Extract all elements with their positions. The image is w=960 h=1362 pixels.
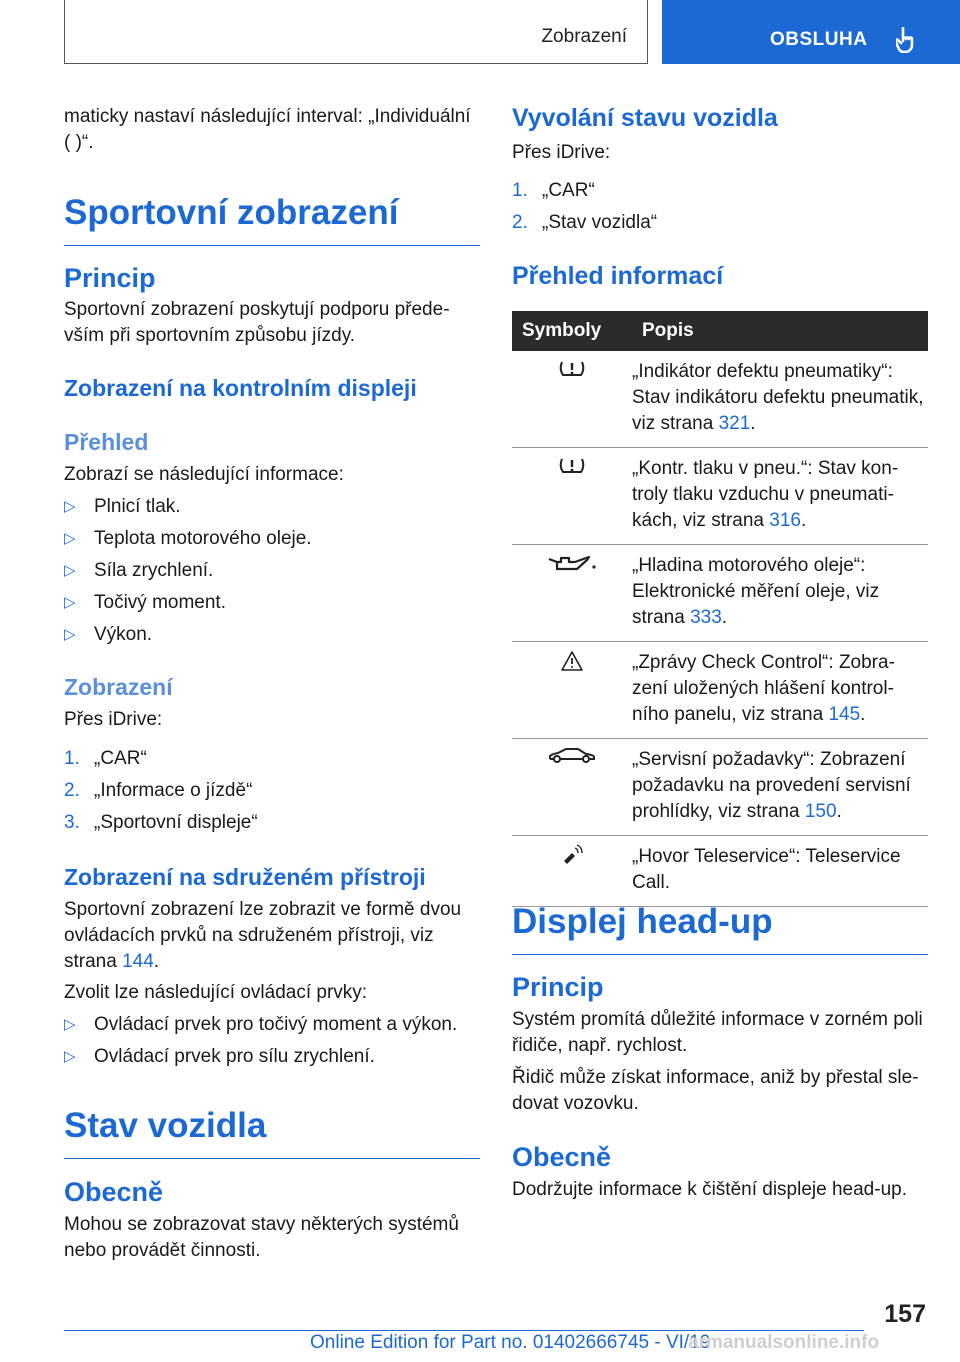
info-table bbox=[512, 311, 928, 907]
row-description: „Indikátor defektu pneumatiky“: Stav indikátoru defektu pneumatik, viz strana 321. bbox=[632, 351, 928, 448]
obecne-text: Mohou se zobrazovat stavy některých systémů nebo provádět činnosti. bbox=[64, 1214, 459, 1261]
heading-prehled: Přehled bbox=[64, 429, 149, 455]
list-item: ▷ Ovládací prvek pro točivý moment a výkon. bbox=[64, 1012, 480, 1038]
row-description: „Hovor Teleservice“: Teleservice Call. bbox=[632, 836, 928, 907]
heading-sdruzeny-pristroj: Zobrazení na sdruženém přístroji bbox=[64, 864, 426, 890]
list-item: ▷ Teplota motorového oleje. bbox=[64, 526, 480, 552]
footer-edition: Online Edition for Part no. 01402666745 - VI/19 bbox=[310, 1332, 711, 1353]
prehled-list bbox=[64, 494, 480, 648]
header-chapter-label: OBSLUHA bbox=[770, 29, 868, 50]
row-description: „Zprávy Check Control“: Zobrazení uložených hlášení kontrolního panelu, viz strana 145. bbox=[632, 642, 928, 739]
page-link[interactable]: 144 bbox=[122, 951, 154, 972]
table-row bbox=[512, 545, 928, 642]
vyvolani-text: Přes iDrive: bbox=[512, 142, 611, 163]
sdruzeny-text: Sportovní zobrazení lze zobrazit ve formě dvou ovládacích prvků na sdruženém přístroji, viz strana 144. bbox=[64, 899, 462, 972]
list-item: 3. „Sportovní displeje“ bbox=[64, 812, 258, 833]
header-section-title: Zobrazení bbox=[541, 26, 627, 47]
heading-princip: Princip bbox=[64, 263, 156, 293]
heading-kontrolni-displej: Zobrazení na kontrolním displeji bbox=[64, 375, 417, 401]
zobrazeni-steps bbox=[64, 746, 480, 836]
heading-prehled-informaci: Přehled informací bbox=[512, 262, 724, 290]
triangle-bullet-icon: ▷ bbox=[64, 1016, 76, 1033]
heading-zobrazeni: Zobrazení bbox=[64, 674, 173, 700]
oil-can-icon bbox=[547, 557, 597, 578]
heading-princip-hud: Princip bbox=[512, 972, 604, 1002]
obecne-hud-text: Dodržujte informace k čištění displeje head-up. bbox=[512, 1179, 907, 1200]
table-header-row bbox=[512, 311, 928, 351]
footer-watermark: armanualsonline.info bbox=[688, 1332, 880, 1353]
heading-obecne: Obecně bbox=[64, 1177, 164, 1207]
heading-obecne-hud: Obecně bbox=[512, 1142, 612, 1172]
car-service-icon bbox=[548, 749, 596, 770]
zvolit-list bbox=[64, 1012, 480, 1070]
list-item: ▷ Plnicí tlak. bbox=[64, 494, 480, 520]
header-chapter-tab bbox=[662, 0, 960, 64]
princip-hud-text2: Řidič může získat informace, aniž by přestal sledovat vozovku. bbox=[512, 1067, 919, 1114]
footer-divider bbox=[64, 1330, 864, 1331]
tire-pressure-icon bbox=[558, 363, 586, 384]
princip-text: Sportovní zobrazení poskytují podporu především při sportovním způsobu jízdy. bbox=[64, 299, 450, 346]
page-number: 157 bbox=[884, 1300, 926, 1328]
list-item: ▷ Ovládací prvek pro sílu zrychlení. bbox=[64, 1044, 480, 1070]
header-section-box bbox=[64, 0, 648, 64]
list-item: 1. „CAR“ bbox=[64, 748, 147, 769]
heading-sportovni-zobrazeni: Sportovní zobrazení bbox=[64, 191, 480, 246]
triangle-bullet-icon: ▷ bbox=[64, 562, 76, 579]
teleservice-icon bbox=[561, 848, 583, 869]
triangle-bullet-icon: ▷ bbox=[64, 530, 76, 547]
triangle-bullet-icon: ▷ bbox=[64, 626, 76, 643]
list-item: 2. „Informace o jízdě“ bbox=[64, 780, 253, 801]
page-link[interactable]: 150 bbox=[804, 801, 837, 822]
row-description: „Kontr. tlaku v pneu.“: Stav kontroly tlaku vzduchu v pneumatikách, viz strana 316. bbox=[632, 448, 928, 545]
row-description: „Servisní požadavky“: Zobrazení požadavku na provedení servisní prohlídky, viz strana 150. bbox=[632, 739, 928, 836]
page-link[interactable]: 316 bbox=[769, 510, 801, 531]
row-description: „Hladina motorového oleje“: Elektronické měření oleje, viz strana 333. bbox=[632, 545, 928, 642]
triangle-bullet-icon: ▷ bbox=[64, 594, 76, 611]
pointing-hand-icon bbox=[896, 27, 918, 58]
vyvolani-steps bbox=[512, 178, 928, 236]
list-item: 1. „CAR“ bbox=[512, 180, 595, 201]
table-row bbox=[512, 448, 928, 545]
list-item: ▷ Síla zrychlení. bbox=[64, 558, 480, 584]
table-row bbox=[512, 836, 928, 907]
triangle-bullet-icon: ▷ bbox=[64, 498, 76, 515]
heading-stav-vozidla: Stav vozidla bbox=[64, 1104, 480, 1159]
page-link[interactable]: 321 bbox=[718, 413, 751, 434]
page-link[interactable]: 145 bbox=[828, 704, 861, 725]
warning-triangle-icon bbox=[560, 656, 584, 677]
column-header-desc: Popis bbox=[632, 311, 928, 351]
list-item: 2. „Stav vozidla“ bbox=[512, 212, 658, 233]
list-item: ▷ Výkon. bbox=[64, 622, 480, 648]
column-header-symbols: Symboly bbox=[512, 311, 632, 351]
table-row bbox=[512, 642, 928, 739]
page-link[interactable]: 333 bbox=[690, 607, 722, 628]
triangle-bullet-icon: ▷ bbox=[64, 1048, 76, 1065]
zvolit-text: Zvolit lze následující ovládací prvky: bbox=[64, 982, 368, 1003]
zobrazeni-text: Přes iDrive: bbox=[64, 709, 163, 730]
tire-pressure-icon bbox=[558, 460, 586, 481]
table-row bbox=[512, 739, 928, 836]
list-item: ▷ Točivý moment. bbox=[64, 590, 480, 616]
intro-text: maticky nastaví následující interval: „Individuální ( )“. bbox=[64, 106, 471, 153]
princip-hud-text1: Systém promítá důležité informace v zorném poli řidiče, např. rychlost. bbox=[512, 1009, 923, 1056]
heading-displej-head-up: Displej head-up bbox=[512, 900, 928, 955]
prehled-text: Zobrazí se následující informace: bbox=[64, 464, 344, 485]
table-row bbox=[512, 351, 928, 448]
heading-vyvolani-stavu: Vyvolání stavu vozidla bbox=[512, 104, 778, 132]
